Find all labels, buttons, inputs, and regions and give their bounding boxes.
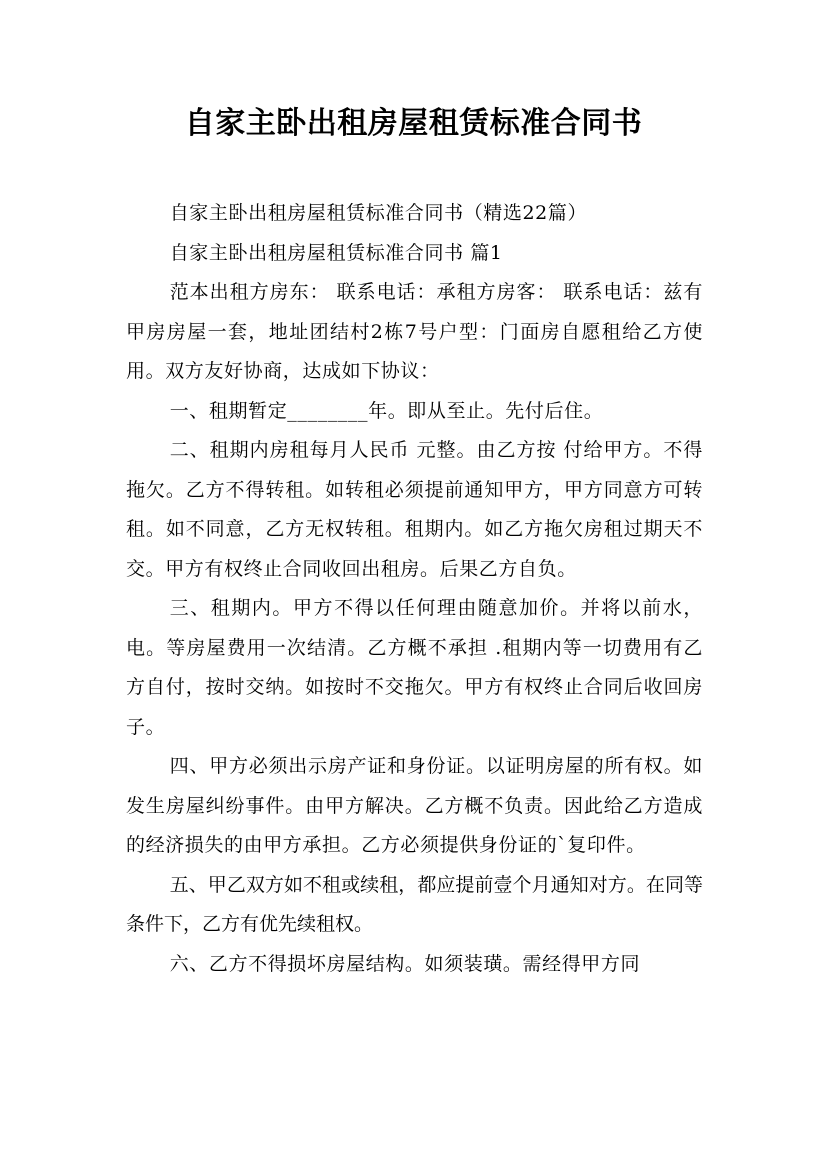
paragraph-clause-4: 四、甲方必须出示房产证和身份证。以证明房屋的所有权。如发生房屋纠纷事件。由甲方解决。乙方概不负责。因此给乙方造成的经济损失的由甲方承担。乙方必须提供身份证的`复印件。: [126, 755, 703, 856]
document-title: 自家主卧出租房屋租赁标准合同书: [184, 106, 643, 141]
paragraph-parties: 范本出租方房东： 联系电话：承租方房客： 联系电话：兹有甲房房屋一套，地址团结村2栋7号户型：门面房自愿租给乙方使用。双方友好协商，达成如下协议：: [126, 281, 703, 382]
document-body: [126, 194, 703, 984]
paragraph-section-heading: 自家主卧出租房屋租赁标准合同书 篇1: [169, 241, 503, 264]
paragraph-clause-3: 三、租期内。甲方不得以任何理由随意加价。并将以前水，电。等房屋费用一次结清。乙方概不承担 .租期内等一切费用有乙方自付，按时交纳。如按时不交拖欠。甲方有权终止合同后收回房子。: [126, 597, 703, 738]
paragraph-clause-5: 五、甲乙双方如不租或续租，都应提前壹个月通知对方。在同等条件下，乙方有优先续租权。: [126, 873, 703, 935]
paragraph-subtitle: 自家主卧出租房屋租赁标准合同书（精选22篇）: [169, 202, 588, 224]
paragraph-clause-2: 二、租期内房租每月人民币 元整。由乙方按 付给甲方。不得拖欠。乙方不得转租。如转租必须提前通知甲方，甲方同意方可转租。如不同意，乙方无权转租。租期内。如乙方拖欠房租过期天不交。甲方有权终止合同收回出租房。后果乙方自负。: [126, 439, 703, 580]
paragraph-clause-6: 六、乙方不得损坏房屋结构。如须装璜。需经得甲方同: [169, 952, 641, 975]
paragraph-clause-1: 一、租期暂定________年。即从至止。先付后住。: [169, 399, 604, 422]
